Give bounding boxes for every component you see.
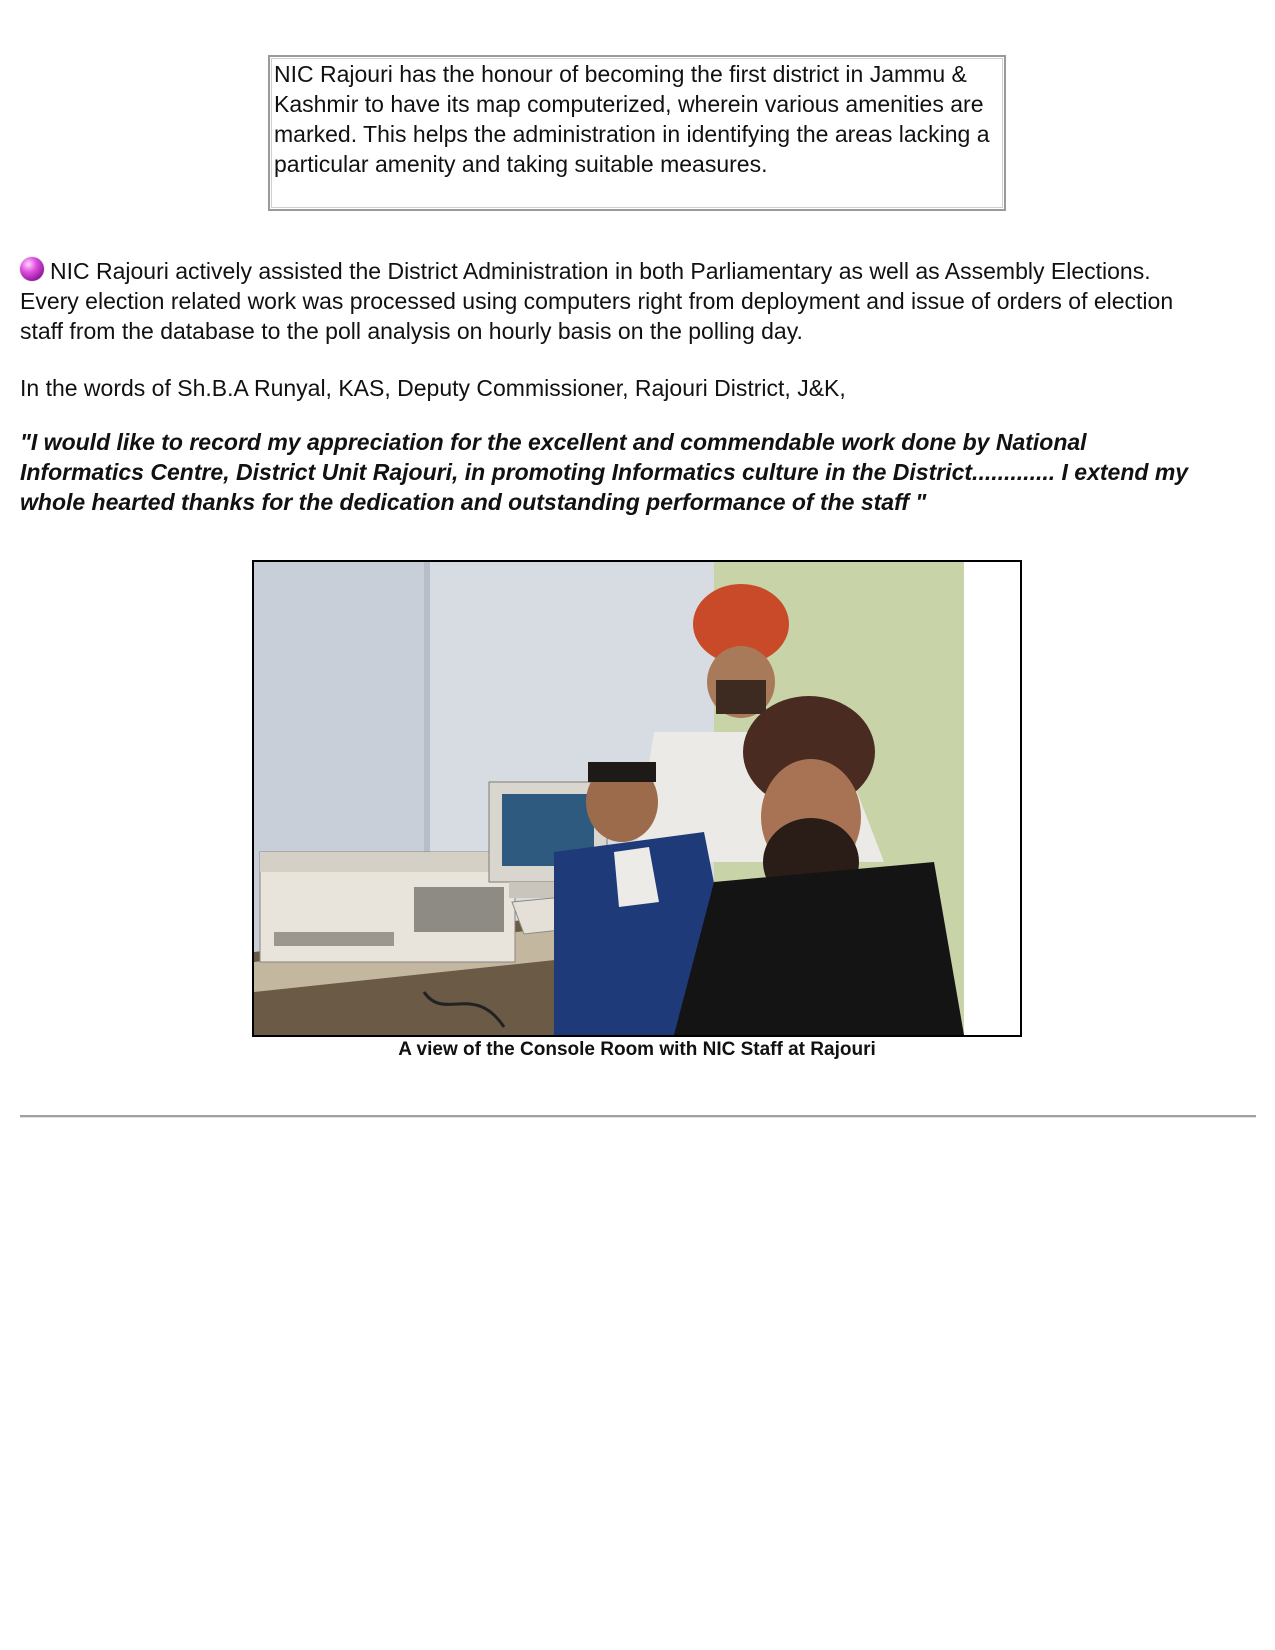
boxed-note xyxy=(268,55,1006,211)
elections-paragraph-text: NIC Rajouri actively assisted the District Administration in both Parliamentary as well as Assembly Elections. Every election related work was processed using computers right from deployment and issue of orders of election staff from the database to the poll analysis on hourly basis on the polling day. xyxy=(20,258,1174,344)
console-room-photo xyxy=(252,560,1022,1037)
appreciation-quote: "I would like to record my appreciation for the excellent and commendable work done by National Informatics Centre, District Unit Rajouri, in promoting Informatics culture in the District............. I extend my whole hearted thanks for the dedication and outstanding performance of the staff " xyxy=(20,429,1189,515)
console-room-photo-illustration xyxy=(254,562,1020,1035)
boxed-note-text: NIC Rajouri has the honour of becoming the first district in Jammu & Kashmir to have its map computerized, wherein various amenities are marked. This helps the administration in identifying the areas lacking a particular amenity and taking suitable measures. xyxy=(274,61,990,177)
elections-paragraph xyxy=(20,256,1210,346)
purple-sphere-bullet-icon xyxy=(20,257,44,281)
deputy-commissioner-intro: In the words of Sh.B.A Runyal, KAS, Deputy Commissioner, Rajouri District, J&K, xyxy=(20,375,846,401)
photo-caption: A view of the Console Room with NIC Staff at Rajouri xyxy=(398,1039,876,1060)
horizontal-divider xyxy=(20,1115,1256,1118)
